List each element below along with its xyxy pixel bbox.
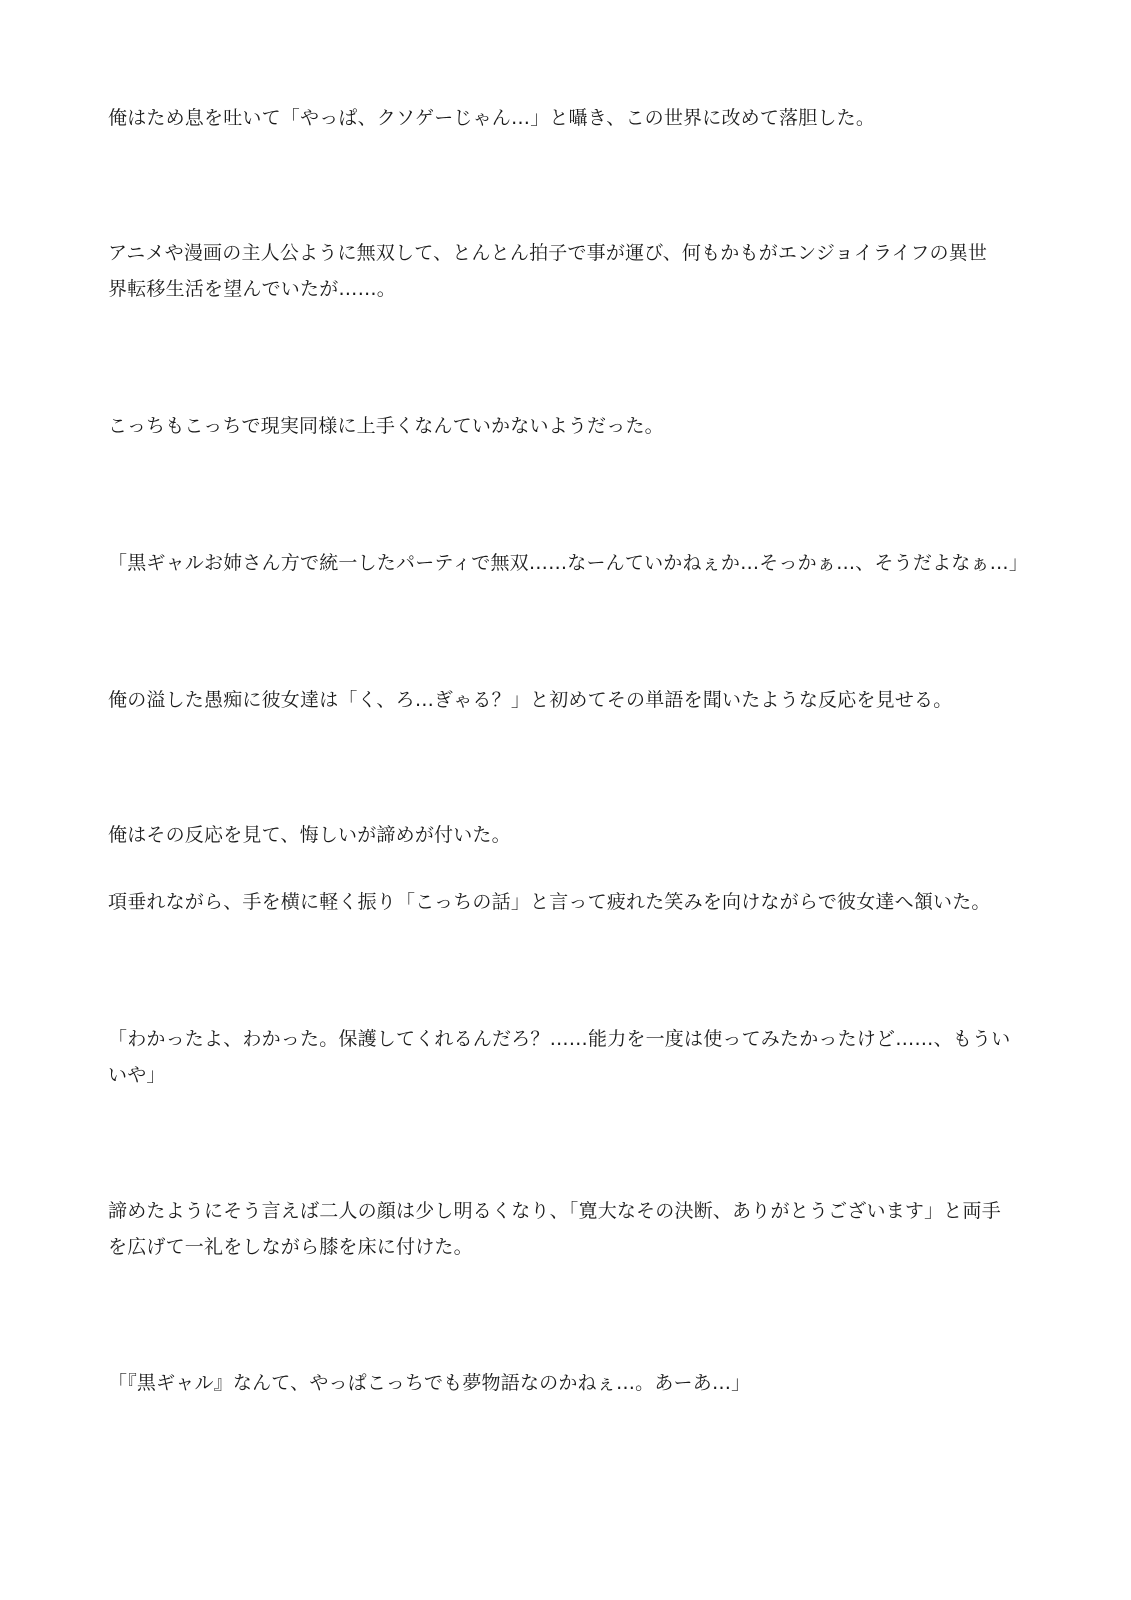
text-line: 「黒ギャルお姉さん方で統一したパーティで無双……なーんていかねぇか…そっかぁ…、そうだよなぁ…」 <box>108 552 1029 574</box>
paragraph <box>108 1365 1026 1401</box>
paragraph <box>108 545 1029 581</box>
paragraph <box>108 235 1026 307</box>
text-line: 項垂れながら、手を横に軽く振り「こっちの話」と言って疲れた笑みを向けながらで彼女達へ頷いた。 <box>108 891 991 913</box>
paragraph <box>108 408 1026 444</box>
text-line: 俺はため息を吐いて「やっぱ、クソゲーじゃん…」と囁き、この世界に改めて落胆した。 <box>108 107 876 129</box>
text-line: いや」 <box>108 1064 166 1086</box>
text-line: を広げて一礼をしながら膝を床に付けた。 <box>108 1236 473 1258</box>
text-line: 界転移生活を望んでいたが……。 <box>108 278 397 300</box>
paragraph <box>108 682 1026 718</box>
text-line: こっちもこっちで現実同様に上手くなんていかないようだった。 <box>108 415 664 437</box>
paragraph <box>108 1021 1026 1093</box>
paragraph <box>108 817 1026 853</box>
text-line: 諦めたようにそう言えば二人の顔は少し明るくなり、「寛大なその決断、ありがとうございます」と両手 <box>108 1200 1001 1222</box>
paragraph <box>108 884 1026 920</box>
paragraph <box>108 100 1026 136</box>
paragraph <box>108 1193 1026 1265</box>
text-line: 俺はその反応を見て、悔しいが諦めが付いた。 <box>108 824 511 846</box>
text-line: 「『黒ギャル』なんて、やっぱこっちでも夢物語なのかねぇ…。あーあ…」 <box>108 1372 751 1394</box>
text-line: 「わかったよ、わかった。保護してくれるんだろ？……能力を一度は使ってみたかったけど……、もうい <box>108 1028 1011 1050</box>
text-line: 俺の溢した愚痴に彼女達は「く、ろ…ぎゃる？」と初めてその単語を聞いたような反応を見せる。 <box>108 689 953 711</box>
text-line: アニメや漫画の主人公ように無双して、とんとん拍子で事が運び、何もかもがエンジョイライフの異世 <box>108 242 988 264</box>
